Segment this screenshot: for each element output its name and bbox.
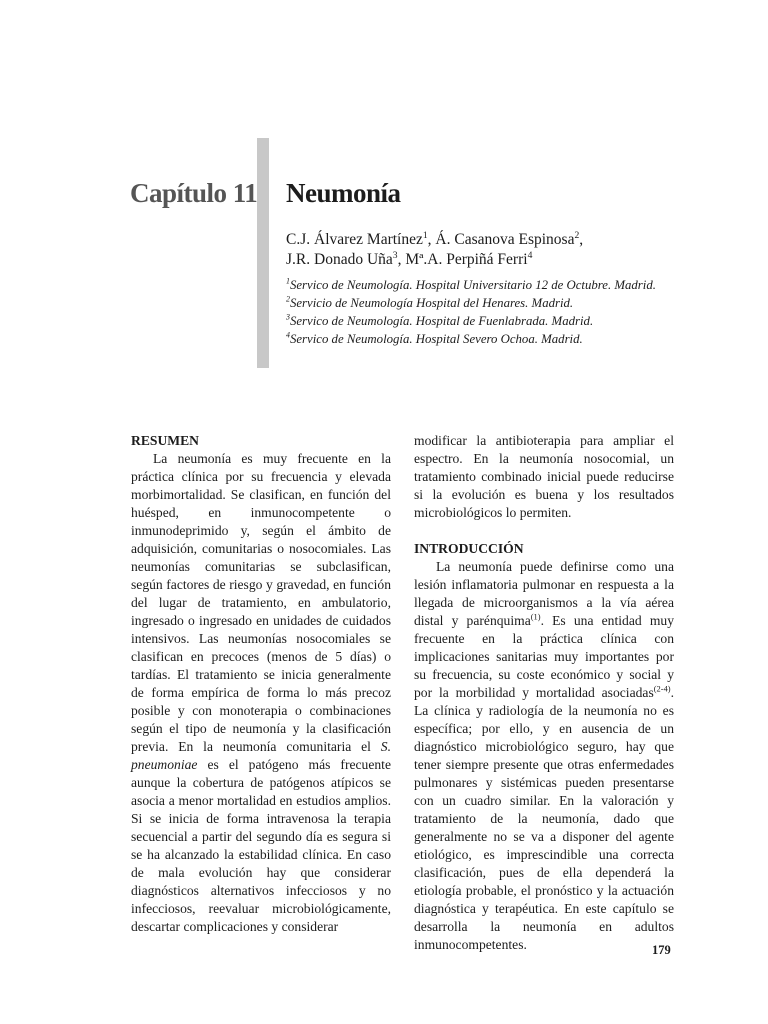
affil-number: 2 bbox=[286, 294, 290, 304]
author-name: , Mª.A. Perpiñá Ferri bbox=[397, 251, 528, 268]
affiliation-text: Servico de Neumología. Hospital de Fuenlabrada. Madrid. bbox=[289, 314, 594, 328]
author-name: , Á. Casanova Espinosa bbox=[427, 231, 575, 248]
resumen-text: es el patógeno más frecuente aunque la cobertura de patógenos atípicos se asocia a menor mortalidad en estudios amplios. Si se inicia de forma intravenosa la terapia secuencial a partir del segundo día es segura si se ha alcanzado la estabilidad clínica. En caso de mala evolución hay que considerar diagnósticos alternativos infecciosos y no infecciosos, reevaluar microbiológicamente, descartar complicaciones y considerar bbox=[131, 757, 391, 934]
chapter-number: Capítulo 11 bbox=[130, 178, 258, 208]
affiliation-text: Servico de Neumología. Hospital Severo Ochoa. Madrid. bbox=[289, 332, 583, 346]
affil-number: 3 bbox=[286, 312, 290, 322]
resumen-paragraph bbox=[131, 450, 391, 936]
author-name: J.R. Donado Uña bbox=[286, 251, 393, 268]
affiliation-text: Servico de Neumología. Hospital Universitario 12 de Octubre. Madrid. bbox=[289, 278, 656, 292]
affil-number: 4 bbox=[286, 330, 290, 340]
species-name: S. pneumoniae bbox=[131, 739, 391, 772]
authors-line-2 bbox=[286, 250, 686, 270]
resumen-continued: modificar la antibioterapia para ampliar el espectro. En la neumonía nosocomial, un tratamiento combinado inicial puede reducirse si la evolución es buena y los resultados microbiológicos lo permiten. bbox=[414, 433, 674, 520]
intro-text: . La clínica y radiología de la neumonía no es específica; por ello, y en ausencia de un diagnóstico microbiológico seguro, hay que tener siempre presente que otras enfermedades pulmonares y sistémicas pueden presentarse con un cuadro similar. En la valoración y tratamiento de la neumonía, dado que generalmente no se va a disponer del agente etiológico, es imprescindible una correcta clasificación, pues de ella dependerá la etiología probable, el pronóstico y la actuación diagnóstica y terapéutica. En este capítulo se desarrolla la neumonía en adultos inmunocompetentes. bbox=[414, 685, 674, 952]
chapter-divider-bar bbox=[257, 138, 269, 368]
chapter-title: Neumonía bbox=[286, 178, 401, 208]
author-name: C.J. Álvarez Martínez bbox=[286, 231, 423, 248]
authors-block bbox=[286, 230, 686, 270]
affiliation-4 bbox=[286, 330, 686, 348]
section-spacer bbox=[414, 522, 674, 540]
author-affil-ref: 2 bbox=[574, 229, 580, 241]
intro-text: . Es una entidad muy frecuente en la práctica clínica con implicaciones sanitarias muy importantes por su frecuencia, su coste económico y social y por la morbilidad y mortalidad asociadas bbox=[414, 613, 674, 700]
affiliations-block bbox=[286, 276, 686, 348]
author-affil-ref: 3 bbox=[392, 249, 398, 261]
introduccion-heading: INTRODUCCIÓN bbox=[414, 541, 524, 556]
page-number: 179 bbox=[652, 943, 671, 957]
affil-number: 1 bbox=[286, 276, 290, 286]
author-separator: , bbox=[579, 231, 584, 248]
author-affil-ref: 1 bbox=[422, 229, 428, 241]
intro-text: La neumonía puede definirse como una lesión inflamatoria pulmonar en respuesta a la llegada de microorganismos a la vía aérea distal y parénquima bbox=[414, 559, 674, 628]
affiliation-1-2 bbox=[286, 276, 686, 312]
left-column bbox=[131, 432, 391, 936]
resumen-heading: RESUMEN bbox=[131, 433, 199, 448]
resumen-text: La neumonía es muy frecuente en la práctica clínica por su frecuencia y elevada morbimortalidad. Se clasifican, en función del huésped, en inmunocompetente o inmunodeprimido y, según el ámbito de adquisición, comunitarias o nosocomiales. Las neumonías comunitarias se subclasifican, según factores de riesgo y gravedad, en función del lugar de tratamiento, en ambulatorio, ingresado o ingresado en unidades de cuidados intensivos. Las neumonías nosocomiales se clasifican en precoces (menos de 5 días) o tardías. El tratamiento se inicia generalmente de forma empírica de forma lo más precoz posible y con monoterapia o combinaciones según el tipo de neumonía y la clasificación previa. En la neumonía comunitaria el bbox=[131, 451, 391, 754]
introduccion-paragraph bbox=[414, 558, 674, 954]
right-column bbox=[414, 432, 674, 954]
author-affil-ref: 4 bbox=[527, 249, 533, 261]
authors-line-1 bbox=[286, 230, 686, 250]
affiliation-3 bbox=[286, 312, 686, 330]
affiliation-text: Servicio de Neumología Hospital del Henares. Madrid. bbox=[289, 296, 574, 310]
citation-ref: (1) bbox=[530, 611, 541, 622]
citation-ref: (2-4) bbox=[653, 683, 671, 694]
